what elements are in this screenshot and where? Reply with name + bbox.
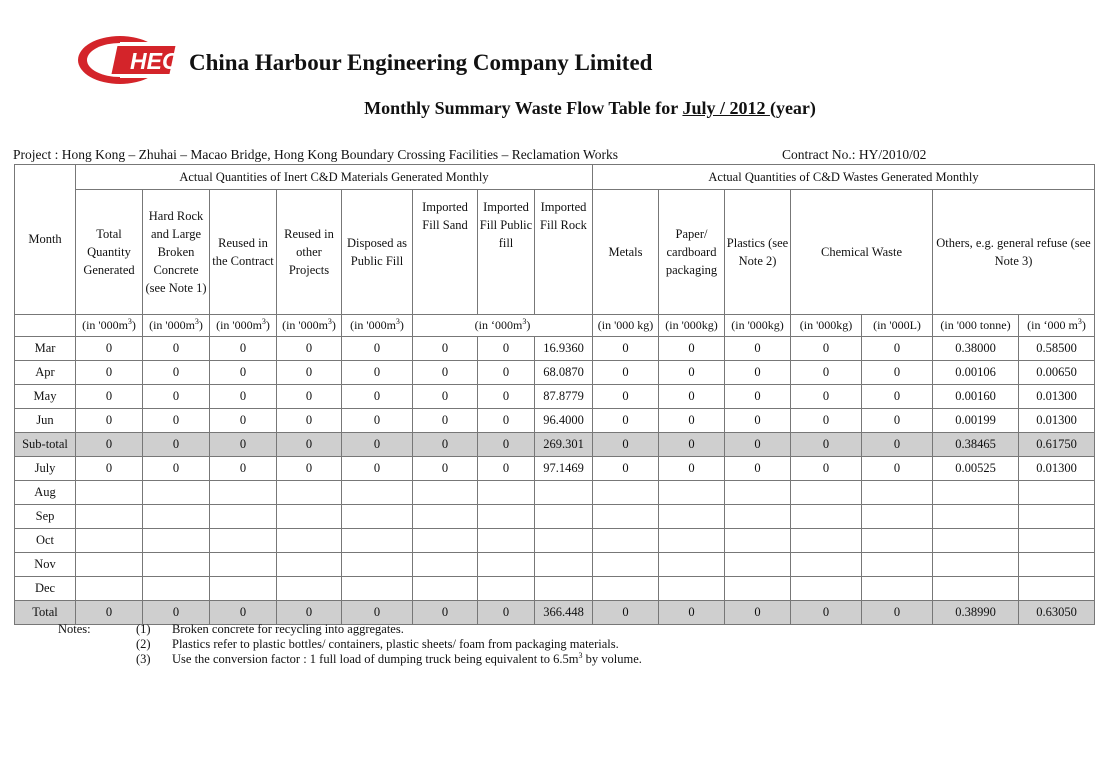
- table-cell: 0: [76, 409, 143, 433]
- unit-plastics: (in '000kg): [725, 315, 791, 337]
- col-header-total: Total Quantity Generated: [76, 190, 143, 315]
- group-header-waste: Actual Quantities of C&D Wastes Generated Monthly: [593, 165, 1095, 190]
- table-cell: [1019, 553, 1095, 577]
- table-cell: 0: [659, 457, 725, 481]
- table-cell: [478, 481, 535, 505]
- table-cell: [933, 481, 1019, 505]
- table-cell: [277, 481, 342, 505]
- table-cell: [725, 481, 791, 505]
- table-cell: 0: [659, 433, 725, 457]
- table-cell: 0: [210, 409, 277, 433]
- table-cell: 0: [413, 457, 478, 481]
- table-cell: [862, 481, 933, 505]
- title-prefix: Monthly Summary Waste Flow Table for: [364, 98, 683, 118]
- table-cell: 0: [862, 457, 933, 481]
- table-cell: [725, 577, 791, 601]
- table-cell: 0: [143, 361, 210, 385]
- col-header-fill-sand: Imported Fill Sand: [413, 190, 478, 315]
- table-cell: 0: [76, 433, 143, 457]
- table-cell: [862, 577, 933, 601]
- table-cell: 0: [791, 409, 862, 433]
- table-cell: 0: [478, 361, 535, 385]
- table-cell: 366.448: [535, 601, 593, 625]
- table-cell: [593, 529, 659, 553]
- table-cell: 0: [143, 385, 210, 409]
- unit-paper: (in '000kg): [659, 315, 725, 337]
- table-cell: [413, 481, 478, 505]
- table-cell: 0: [862, 385, 933, 409]
- table-cell: [933, 577, 1019, 601]
- table-cell: [535, 481, 593, 505]
- table-cell: 0: [725, 361, 791, 385]
- table-cell: [659, 577, 725, 601]
- col-header-reused-contract: Reused in the Contract: [210, 190, 277, 315]
- col-header-metals: Metals: [593, 190, 659, 315]
- table-cell: 0: [277, 361, 342, 385]
- chec-logo: [76, 34, 181, 86]
- table-cell: [478, 577, 535, 601]
- table-cell: [1019, 481, 1095, 505]
- table-cell: [535, 505, 593, 529]
- table-row: [15, 577, 1095, 601]
- table-cell: [933, 505, 1019, 529]
- table-cell: 0: [791, 457, 862, 481]
- table-cell: [478, 505, 535, 529]
- table-cell: 97.1469: [535, 457, 593, 481]
- table-cell: 0: [76, 361, 143, 385]
- table-cell: [143, 529, 210, 553]
- table-cell: 0: [725, 409, 791, 433]
- table-cell: 0: [210, 337, 277, 361]
- table-cell: [725, 553, 791, 577]
- table-cell: 0: [76, 337, 143, 361]
- table-cell: [413, 553, 478, 577]
- table-cell: [862, 529, 933, 553]
- table-cell: 0: [725, 601, 791, 625]
- col-header-plastics: Plastics (see Note 2): [725, 190, 791, 315]
- table-cell: 0.00650: [1019, 361, 1095, 385]
- col-header-paper: Paper/ cardboard packaging: [659, 190, 725, 315]
- table-cell: 0: [862, 409, 933, 433]
- table-cell: 0: [791, 361, 862, 385]
- table-cell: [342, 481, 413, 505]
- table-cell: 0.00160: [933, 385, 1019, 409]
- table-cell: 0: [593, 385, 659, 409]
- table-cell: 0.38000: [933, 337, 1019, 361]
- table-cell: 0: [210, 361, 277, 385]
- table-cell: 0: [413, 409, 478, 433]
- contract-line: Contract No.: HY/2010/02: [782, 147, 927, 162]
- table-cell: 0: [659, 361, 725, 385]
- table-cell: 0: [862, 433, 933, 457]
- table-cell: 0: [593, 433, 659, 457]
- table-cell: [593, 481, 659, 505]
- unit-reused-contract: (in '$000m^3$): [210, 315, 277, 337]
- month-cell: May: [15, 385, 76, 409]
- project-line: Project : Hong Kong – Zhuhai – Macao Bridge, Hong Kong Boundary Crossing Facilities – Reclamation Works: [13, 147, 618, 162]
- table-cell: [143, 481, 210, 505]
- table-cell: [933, 529, 1019, 553]
- month-cell: Oct: [15, 529, 76, 553]
- table-cell: 0: [725, 337, 791, 361]
- table-cell: [210, 505, 277, 529]
- table-cell: [413, 529, 478, 553]
- table-cell: [791, 577, 862, 601]
- table-row: [15, 433, 1095, 457]
- table-cell: 0: [143, 433, 210, 457]
- table-cell: [478, 553, 535, 577]
- table-cell: [143, 553, 210, 577]
- table-cell: [210, 481, 277, 505]
- col-header-others: Others, e.g. general refuse (see Note 3): [933, 190, 1095, 315]
- table-cell: 0: [478, 409, 535, 433]
- unit-total: (in '$000m^3$): [76, 315, 143, 337]
- table-cell: [791, 529, 862, 553]
- table-cell: 0: [725, 385, 791, 409]
- table-cell: 0: [76, 385, 143, 409]
- table-cell: 0: [862, 337, 933, 361]
- col-header-hardrock: Hard Rock and Large Broken Concrete (see Note 1): [143, 190, 210, 315]
- table-cell: 0.38990: [933, 601, 1019, 625]
- table-cell: 16.9360: [535, 337, 593, 361]
- table-cell: 0.38465: [933, 433, 1019, 457]
- table-cell: 0: [143, 601, 210, 625]
- col-header-reused-other: Reused in other Projects: [277, 190, 342, 315]
- table-row: [15, 481, 1095, 505]
- table-cell: 0: [210, 601, 277, 625]
- table-cell: [76, 577, 143, 601]
- table-cell: 0: [725, 433, 791, 457]
- note-number: (2): [136, 637, 151, 651]
- table-cell: 0: [210, 433, 277, 457]
- note-number: (3): [136, 652, 151, 666]
- unit-chem-l: (in '000L): [862, 315, 933, 337]
- month-cell: Dec: [15, 577, 76, 601]
- table-cell: 0: [478, 433, 535, 457]
- table-cell: [277, 505, 342, 529]
- table-cell: [210, 553, 277, 577]
- table-cell: [1019, 505, 1095, 529]
- table-cell: [725, 529, 791, 553]
- table-cell: [1019, 577, 1095, 601]
- unit-cell-empty: [15, 315, 76, 337]
- table-cell: [342, 505, 413, 529]
- table-cell: 0: [593, 457, 659, 481]
- month-cell: Jun: [15, 409, 76, 433]
- table-cell: 0: [277, 337, 342, 361]
- table-cell: 0: [659, 601, 725, 625]
- table-row: [15, 505, 1095, 529]
- table-cell: [659, 553, 725, 577]
- table-cell: 0: [277, 457, 342, 481]
- svg-text:HEC: HEC: [130, 48, 179, 74]
- table-row: [15, 337, 1095, 361]
- note-text: Broken concrete for recycling into aggregates.: [172, 622, 404, 636]
- table-cell: [277, 529, 342, 553]
- month-cell: Nov: [15, 553, 76, 577]
- table-cell: [593, 553, 659, 577]
- table-cell: 0: [277, 433, 342, 457]
- note-number: (1): [136, 622, 151, 636]
- table-cell: [76, 505, 143, 529]
- table-row: [15, 553, 1095, 577]
- table-cell: 0: [862, 601, 933, 625]
- month-cell: Total: [15, 601, 76, 625]
- note-text: Plastics refer to plastic bottles/ containers, plastic sheets/ foam from packaging materials.: [172, 637, 619, 651]
- table-cell: [478, 529, 535, 553]
- group-header-inert: Actual Quantities of Inert C&D Materials Generated Monthly: [76, 165, 593, 190]
- table-cell: [862, 505, 933, 529]
- table-cell: [862, 553, 933, 577]
- table-cell: [535, 529, 593, 553]
- table-cell: 0.00199: [933, 409, 1019, 433]
- table-row: [15, 601, 1095, 625]
- table-cell: 0: [593, 361, 659, 385]
- table-cell: [933, 553, 1019, 577]
- table-cell: 0: [342, 361, 413, 385]
- table-cell: [593, 505, 659, 529]
- table-cell: 0: [76, 601, 143, 625]
- table-cell: 0: [143, 409, 210, 433]
- table-row: [15, 361, 1095, 385]
- table-cell: 0: [791, 433, 862, 457]
- title-period: July / 2012: [682, 98, 770, 118]
- table-cell: 0.61750: [1019, 433, 1095, 457]
- table-row: [15, 409, 1095, 433]
- table-cell: 68.0870: [535, 361, 593, 385]
- table-cell: [342, 553, 413, 577]
- table-cell: 0: [342, 337, 413, 361]
- col-header-chemical: Chemical Waste: [791, 190, 933, 315]
- unit-chem-kg: (in '000kg): [791, 315, 862, 337]
- table-cell: [76, 553, 143, 577]
- table-cell: [277, 553, 342, 577]
- table-cell: [413, 505, 478, 529]
- company-name: China Harbour Engineering Company Limited: [189, 50, 653, 75]
- table-cell: 0.01300: [1019, 457, 1095, 481]
- month-cell: July: [15, 457, 76, 481]
- table-cell: 0: [862, 361, 933, 385]
- table-cell: [1019, 529, 1095, 553]
- table-cell: [593, 577, 659, 601]
- table-cell: 0: [210, 457, 277, 481]
- unit-imported: (in ‘$000m^3$): [413, 315, 593, 337]
- month-cell: Sub-total: [15, 433, 76, 457]
- table-cell: [413, 577, 478, 601]
- table-cell: 0: [791, 385, 862, 409]
- month-cell: Apr: [15, 361, 76, 385]
- table-cell: 0: [210, 385, 277, 409]
- month-header: Month: [15, 165, 76, 315]
- table-cell: 0: [143, 337, 210, 361]
- note-text: Use the conversion factor : 1 full load of dumping truck being equivalent to $6.5m^3$ by volume.: [172, 650, 642, 666]
- table-cell: 0.00525: [933, 457, 1019, 481]
- unit-reused-other: (in '$000m^3$): [277, 315, 342, 337]
- table-row: [15, 457, 1095, 481]
- table-cell: [342, 529, 413, 553]
- table-cell: 0: [342, 409, 413, 433]
- table-cell: [725, 505, 791, 529]
- table-cell: 0: [143, 457, 210, 481]
- table-cell: 0: [593, 337, 659, 361]
- table-cell: 0: [659, 337, 725, 361]
- title-suffix: (year): [769, 98, 816, 118]
- table-cell: [76, 529, 143, 553]
- table-cell: 0: [342, 601, 413, 625]
- table-cell: 0: [478, 601, 535, 625]
- unit-hardrock: (in '$000m^3$): [143, 315, 210, 337]
- table-cell: [535, 577, 593, 601]
- table-cell: 96.4000: [535, 409, 593, 433]
- table-cell: 0: [659, 409, 725, 433]
- table-cell: 269.301: [535, 433, 593, 457]
- waste-flow-table: [14, 164, 1095, 625]
- table-cell: 0: [593, 601, 659, 625]
- table-cell: 0: [277, 601, 342, 625]
- note-item: [136, 652, 642, 667]
- table-cell: 0: [277, 409, 342, 433]
- table-cell: 0: [342, 385, 413, 409]
- table-cell: [791, 481, 862, 505]
- table-cell: 0: [478, 457, 535, 481]
- table-cell: [210, 529, 277, 553]
- table-cell: 0: [413, 337, 478, 361]
- table-cell: [143, 577, 210, 601]
- table-cell: 0: [725, 457, 791, 481]
- table-cell: 0: [413, 385, 478, 409]
- page-title: [0, 98, 1105, 119]
- table-cell: 0: [413, 361, 478, 385]
- table-cell: [342, 577, 413, 601]
- unit-metals: (in '000 kg): [593, 315, 659, 337]
- table-cell: 0: [76, 457, 143, 481]
- table-cell: [659, 481, 725, 505]
- table-cell: [76, 481, 143, 505]
- table-cell: 0.63050: [1019, 601, 1095, 625]
- table-cell: [791, 505, 862, 529]
- table-cell: 0: [342, 457, 413, 481]
- table-cell: 0: [277, 385, 342, 409]
- table-cell: [659, 529, 725, 553]
- month-cell: Mar: [15, 337, 76, 361]
- table-cell: 0.58500: [1019, 337, 1095, 361]
- table-row: [15, 529, 1095, 553]
- col-header-fill-public: Imported Fill Public fill: [478, 190, 535, 315]
- note-item: [136, 622, 404, 637]
- month-cell: Aug: [15, 481, 76, 505]
- unit-disposed: (in '$000m^3$): [342, 315, 413, 337]
- table-row: [15, 385, 1095, 409]
- table-cell: 0: [478, 385, 535, 409]
- table-cell: [143, 505, 210, 529]
- month-cell: Sep: [15, 505, 76, 529]
- table-cell: 0.01300: [1019, 409, 1095, 433]
- table-cell: [791, 553, 862, 577]
- table-cell: 0: [791, 601, 862, 625]
- table-cell: [659, 505, 725, 529]
- table-cell: 0: [659, 385, 725, 409]
- table-cell: [277, 577, 342, 601]
- table-cell: 0: [791, 337, 862, 361]
- table-cell: 0.01300: [1019, 385, 1095, 409]
- table-cell: 0: [593, 409, 659, 433]
- unit-others-m3: (in ‘000 $m^3$): [1019, 315, 1095, 337]
- table-cell: 0: [478, 337, 535, 361]
- col-header-disposed: Disposed as Public Fill: [342, 190, 413, 315]
- note-item: [136, 637, 619, 652]
- table-cell: 0: [413, 601, 478, 625]
- table-cell: 0: [413, 433, 478, 457]
- table-cell: 0.00106: [933, 361, 1019, 385]
- table-cell: [535, 553, 593, 577]
- table-cell: 87.8779: [535, 385, 593, 409]
- table-cell: 0: [342, 433, 413, 457]
- notes-label: Notes:: [58, 622, 91, 636]
- table-cell: [210, 577, 277, 601]
- col-header-fill-rock: Imported Fill Rock: [535, 190, 593, 315]
- unit-others-tonne: (in '000 tonne): [933, 315, 1019, 337]
